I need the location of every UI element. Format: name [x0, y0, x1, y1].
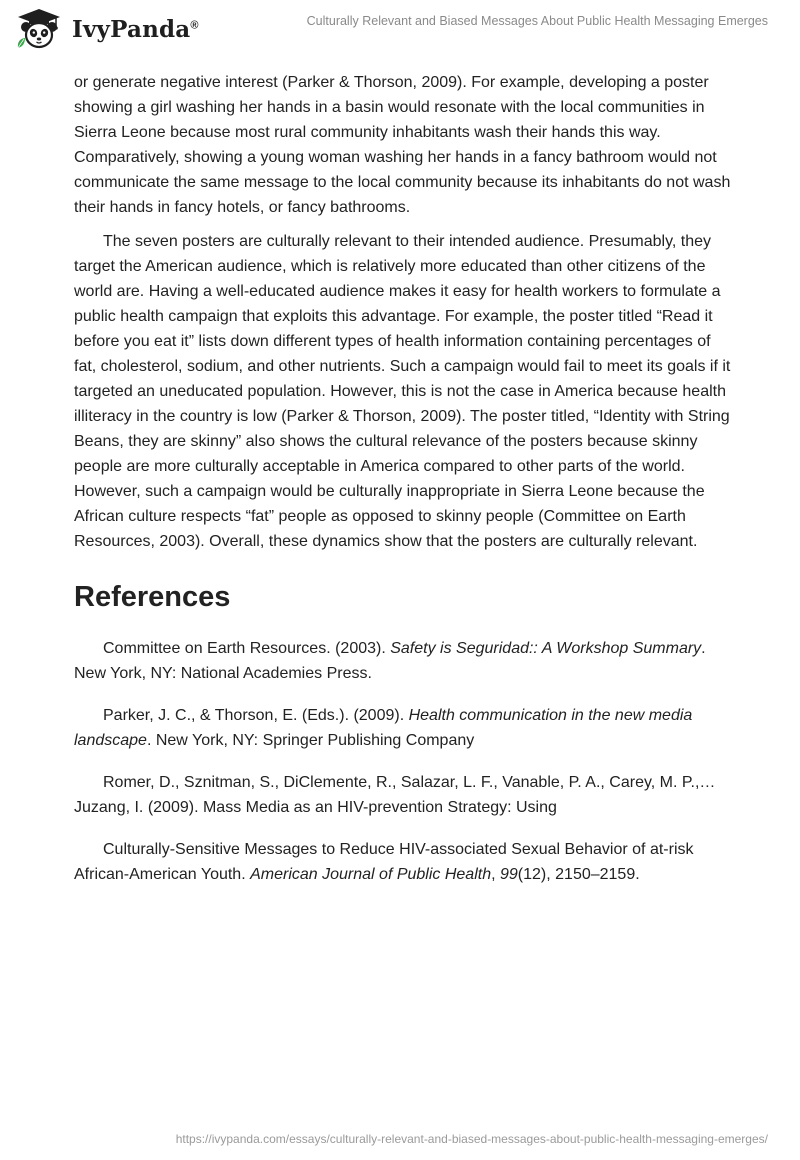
panda-graduate-icon — [14, 8, 64, 50]
document-title: Culturally Relevant and Biased Messages About Public Health Messaging Emerges — [306, 14, 768, 28]
reference-item: Romer, D., Sznitman, S., DiClemente, R., Salazar, L. F., Vanable, P. A., Carey, M. P.,…Juzang, I. (2009). Mass Media as an HIV-prevention Strategy: Using — [74, 774, 716, 816]
body-paragraph: or generate negative interest (Parker & Thorson, 2009). For example, developing a poster showing a girl washing her hands in a basin would resonate with the local communities in Sierra Leone because most rural community inhabitants wash their hands this way. Comparatively, showing a young woman washing her hands in a fancy bathroom would not communicate the same message to the local community because its inhabitants do not wash their hands in fancy hotels, or fancy bathrooms. — [74, 74, 731, 216]
reference-item: Committee on Earth Resources. (2003). Safety is Seguridad:: A Workshop Summary. New York, NY: National Academies Press. — [74, 640, 706, 682]
essay-content — [74, 70, 734, 904]
references-heading: References — [74, 581, 231, 613]
logo-wordmark: IvyPanda® — [72, 15, 199, 43]
reference-item: Parker, J. C., & Thorson, E. (Eds.). (2009). Health communication in the new media landscape. New York, NY: Springer Publishing Company — [74, 707, 693, 749]
body-paragraph: The seven posters are culturally relevant to their intended audience. Presumably, they target the American audience, which is relatively more educated than other citizens of the world are. Having a well-educated audience makes it easy for health workers to formulate a public health campaign that exploits this advantage. For example, the poster titled “Read it before you eat it” lists down different types of health information containing percentages of fat, cholesterol, sodium, and other nutrients. Such a campaign would fail to meet its goals if it targeted an uneducated population. However, this is not the case in America because health illiteracy in the country is low (Parker & Thorson, 2009). The poster titled, “Identity with String Beans, they are skinny” also shows the cultural relevance of the posters because skinny people are more culturally acceptable in America compared to other parts of the world. However, such a campaign would be culturally inappropriate in Sierra Leone because the African culture respects “fat” people as opposed to skinny people (Committee on Earth Resources, 2003). Overall, these dynamics show that the posters are culturally relevant. — [74, 233, 731, 550]
page-header — [0, 0, 800, 64]
ivypanda-logo[interactable] — [14, 8, 199, 50]
reference-item: Culturally-Sensitive Messages to Reduce HIV-associated Sexual Behavior of at-risk African-American Youth. American Journal of Public Health, 99(12), 2150–2159. — [74, 841, 694, 883]
source-url[interactable]: https://ivypanda.com/essays/culturally-relevant-and-biased-messages-about-public-health-messaging-emerges/ — [175, 1132, 768, 1146]
